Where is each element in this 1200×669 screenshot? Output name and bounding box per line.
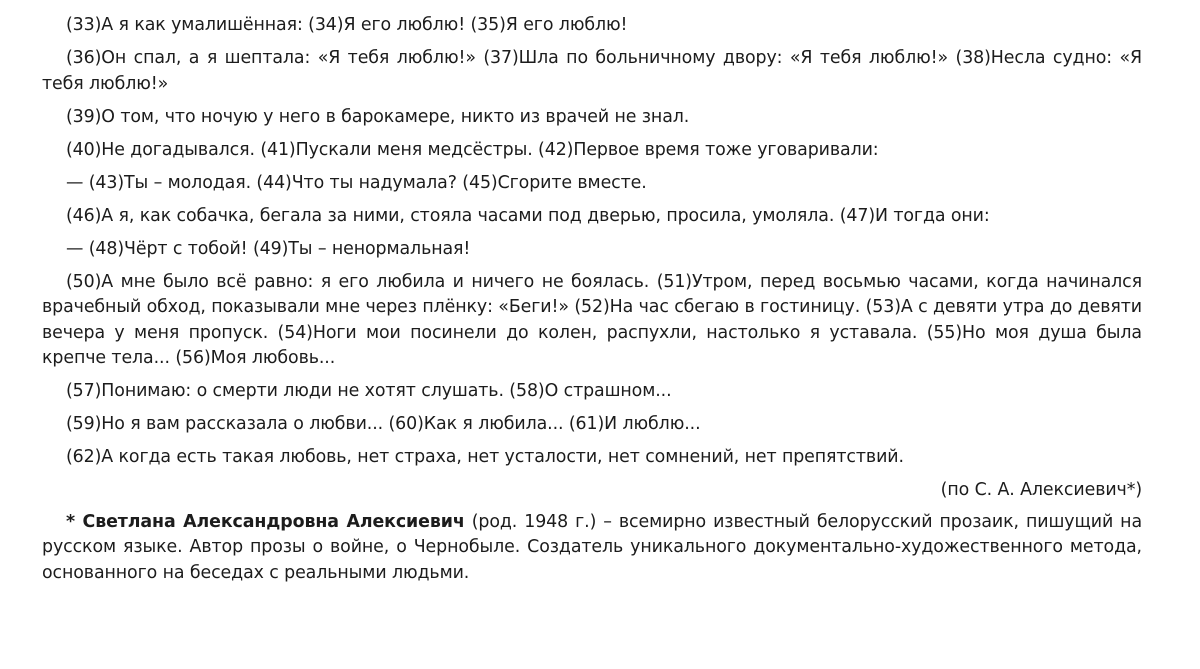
paragraph-59-61: (59)Но я вам рассказала о любви... (60)Как я любила... (61)И люблю... — [66, 414, 701, 434]
paragraph-62: (62)А когда есть такая любовь, нет страха, нет усталости, нет сомнений, нет препятствий. — [66, 447, 904, 467]
source-attribution: (по С. А. Алексиевич*) — [940, 480, 1142, 500]
paragraph-43-45: — (43)Ты – молодая. (44)Что ты надумала? (45)Сгорите вместе. — [66, 172, 647, 193]
paragraph-40-42: (40)Не догадывался. (41)Пускали меня медсёстры. (42)Первое время тоже уговаривали: — [66, 139, 879, 160]
paragraph-36-38: (36)Он спал, а я шептала: «Я тебя люблю!» (37)Шла по больничному двору: «Я тебя люблю!» (38)Несла судно: «Я тебя люблю!» — [42, 48, 1142, 94]
author-footnote — [42, 510, 1142, 587]
paragraph-57-58: (57)Понимаю: о смерти люди не хотят слушать. (58)О страшном... — [66, 381, 672, 401]
footnote-author-name: * Светлана Александровна Алексиевич — [66, 511, 465, 532]
paragraph-46-47: (46)А я, как собачка, бегала за ними, стояла часами под дверью, просила, умоляла. (47)И тогда они: — [66, 205, 990, 226]
paragraph-50-56: (50)А мне было всё равно: я его любила и ничего не боялась. (51)Утром, перед восьмью часами, когда начинался врачебный обход, показывали мне через плёнку: «Беги!» (52)На час сбегаю в гостиницу. (53)А с девяти утра до девяти вечера у меня пропуск. (54)Ноги мои посинели до колен, распухли, настолько я уставала. (55)Но моя душа была крепче тела... (56)Моя любовь... — [42, 271, 1142, 368]
paragraph-39: (39)О том, что ночую у него в барокамере, никто из врачей не знал. — [66, 106, 690, 127]
paragraph-33-35: (33)А я как умалишённая: (34)Я его люблю! (35)Я его люблю! — [66, 15, 628, 35]
paragraph-48-49: — (48)Чёрт с тобой! (49)Ты – ненормальная! — [66, 238, 471, 259]
footnote-author-description: (род. 1948 г.) – всемирно известный белорусский прозаик, пишущий на русском языке. Автор прозы о войне, о Чернобыле. Создатель уникального документально-художественного метода, основанного на беседах с реальными людьми. — [42, 511, 1142, 583]
